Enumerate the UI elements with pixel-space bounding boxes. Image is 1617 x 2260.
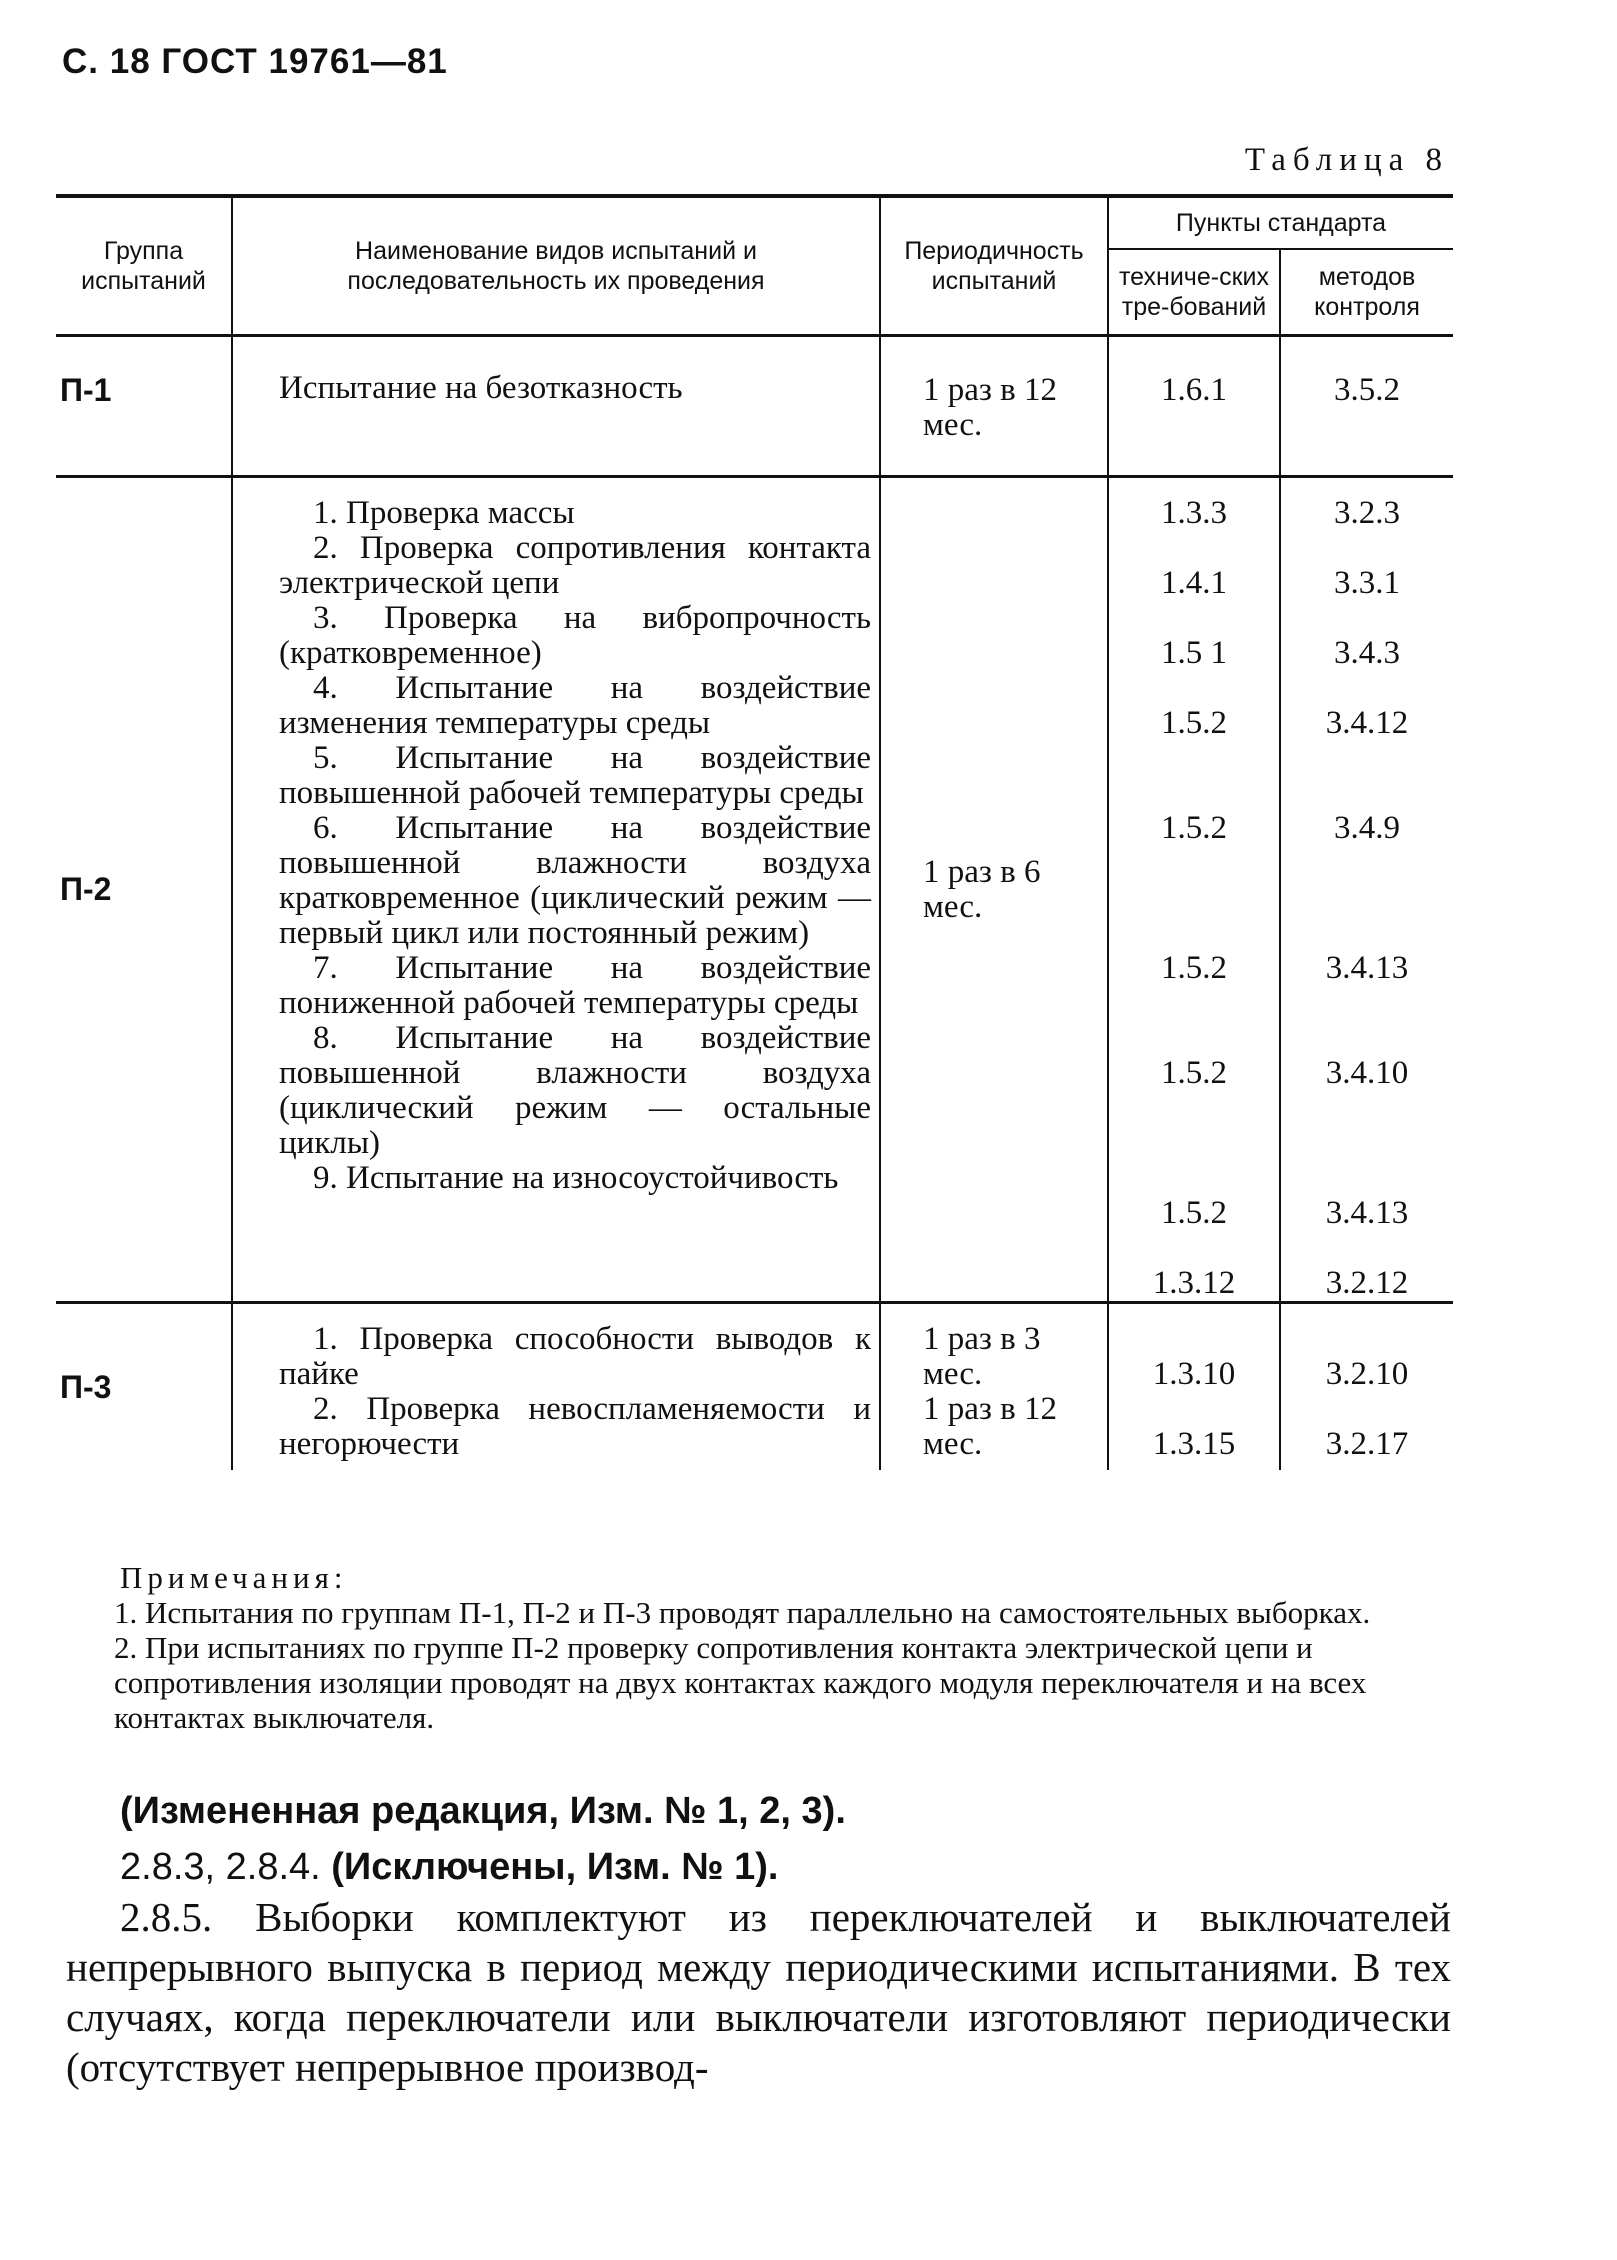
tech-point-cell: 1.3.15 (1152, 1426, 1236, 1462)
test-item: 7. Испытание на воздействие пониженной рабочей температуры среды (279, 950, 871, 1021)
note-item: 2. При испытаниях по группе П-2 проверку сопротивления контакта электрической цепи и сопротивления изоляции проводят на двух контактах каждого модуля переключателя и на всех контактах выключателя. (114, 1630, 1367, 1735)
method-point-cell: 3.4.10 (1325, 1055, 1409, 1091)
note-item: 1. Испытания по группам П-1, П-2 и П-3 проводят параллельно на самостоятельных выборках. (114, 1595, 1371, 1630)
method-point-cell: 3.5.2 (1280, 336, 1453, 477)
paragraph-text: 2.8.5. Выборки комплектуют из переключателей и выключателей непрерывного выпуска в период между периодическими испытаниями. В тех случаях, когда переключатели или выключатели изготовляют периодически (отсутствует непрерывное производ- (66, 1894, 1451, 2090)
tech-point-cell: 1.3.3 (1161, 495, 1227, 531)
tech-point-cell: 1.5.2 (1161, 1055, 1227, 1091)
group-cell: П-3 (56, 1303, 232, 1471)
period-column (880, 1303, 1108, 1471)
period-cell: 1 раз в 6 мес. (880, 477, 1108, 1303)
test-name-cell: Испытание на безотказность (232, 336, 880, 477)
amendment-note: (Измененная редакция, Изм. № 1, 2, 3). (120, 1790, 846, 1832)
test-list-cell (232, 477, 880, 1303)
table-label: Таблица 8 (1244, 142, 1449, 178)
col-header-group: Группа испытаний (56, 196, 232, 336)
method-point-cell: 3.2.3 (1334, 495, 1400, 531)
tech-point-cell: 1.4.1 (1161, 565, 1227, 601)
test-item: 2. Проверка невоспламеняемости и негорючести (279, 1391, 871, 1462)
method-point-cell: 3.2.17 (1325, 1426, 1409, 1462)
test-item: 8. Испытание на воздействие повышенной влажности воздуха (циклический режим — остальные циклы) (279, 1020, 871, 1161)
table-row (56, 336, 1453, 477)
test-item: 2. Проверка сопротивления контакта электрической цепи (279, 530, 871, 601)
test-table-grid (56, 194, 1453, 1470)
col-header-tech: техниче-ских тре-бований (1108, 249, 1280, 336)
col-header-methods: методов контроля (1280, 249, 1453, 336)
test-list-cell (232, 1303, 880, 1471)
excluded-clauses (120, 1846, 1445, 1889)
tech-point-cell: 1.3.10 (1152, 1356, 1236, 1392)
group-cell: П-2 (56, 477, 232, 1303)
method-point-cell: 3.4.9 (1334, 810, 1400, 846)
tech-point-cell: 1.5.2 (1161, 705, 1227, 741)
body-paragraph (66, 1892, 1451, 2092)
method-point-cell: 3.4.13 (1325, 950, 1409, 986)
excluded-clause-numbers: 2.8.3, 2.8.4. (120, 1846, 321, 1888)
tech-point-cell: 1.5.2 (1161, 950, 1227, 986)
method-point-cell: 3.4.3 (1334, 635, 1400, 671)
period-cell: 1 раз в 3 мес. (923, 1321, 1041, 1392)
tech-point-column (1108, 1303, 1280, 1471)
tech-point-cell: 1.5.2 (1161, 810, 1227, 846)
method-point-column (1280, 477, 1453, 1303)
period-cell: 1 раз в 12 мес. (880, 336, 1108, 477)
table-row (56, 1303, 1453, 1471)
test-table (56, 194, 1453, 1470)
group-cell: П-1 (56, 336, 232, 477)
test-item: 4. Испытание на воздействие изменения температуры среды (279, 670, 871, 741)
tech-point-cell: 1.3.12 (1152, 1265, 1236, 1301)
method-point-cell: 3.2.12 (1325, 1265, 1409, 1301)
tech-point-column (1108, 477, 1280, 1303)
test-item: 3. Проверка на вибропрочность (кратковременное) (279, 600, 871, 671)
method-point-cell: 3.4.12 (1325, 705, 1409, 741)
excluded-note: (Исключены, Изм. № 1). (331, 1846, 779, 1888)
method-point-column (1280, 1303, 1453, 1471)
notes-title: Примечания: (120, 1560, 348, 1595)
method-point-cell: 3.4.13 (1325, 1195, 1409, 1231)
page-header: С. 18 ГОСТ 19761—81 (62, 42, 448, 81)
method-point-cell: 3.3.1 (1334, 565, 1400, 601)
notes (114, 1560, 1445, 1735)
tech-point-cell: 1.5 1 (1161, 635, 1227, 671)
col-header-name: Наименование видов испытаний и последовательность их проведения (232, 196, 880, 336)
table-row (56, 477, 1453, 1303)
test-item: 6. Испытание на воздействие повышенной влажности воздуха кратковременное (циклический режим — первый цикл или постоянный режим) (279, 810, 871, 951)
col-header-standard-points: Пункты стандарта (1108, 196, 1453, 249)
col-header-period: Периодичность испытаний (880, 196, 1108, 336)
tech-point-cell: 1.6.1 (1108, 336, 1280, 477)
test-item: 5. Испытание на воздействие повышенной рабочей температуры среды (279, 740, 871, 811)
test-item: 1. Проверка массы (313, 495, 575, 531)
tech-point-cell: 1.5.2 (1161, 1195, 1227, 1231)
test-item: 9. Испытание на износоустойчивость (313, 1160, 839, 1196)
period-cell: 1 раз в 12 мес. (923, 1391, 1058, 1462)
test-item: 1. Проверка способности выводов к пайке (279, 1321, 871, 1392)
method-point-cell: 3.2.10 (1325, 1356, 1409, 1392)
